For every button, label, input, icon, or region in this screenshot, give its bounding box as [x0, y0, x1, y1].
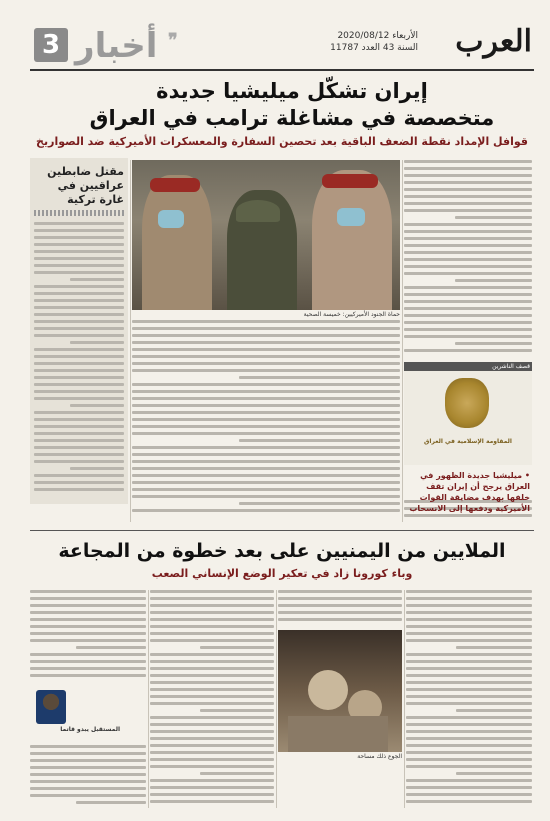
text-line: [404, 286, 532, 289]
text-line: [239, 376, 400, 379]
text-line: [132, 369, 400, 372]
text-line: [76, 801, 146, 804]
text-line: [404, 328, 532, 331]
text-line: [406, 590, 532, 593]
text-line: [404, 514, 532, 517]
text-line: [404, 335, 532, 338]
text-line: [404, 272, 532, 275]
text-line: [150, 786, 274, 789]
text-line: [404, 244, 532, 247]
author-caption: المستقبل يبدو قاتما: [60, 726, 120, 733]
quote-mark-icon: ❞: [168, 30, 178, 51]
text-line: [34, 488, 124, 491]
text-line: [150, 744, 274, 747]
story1-headline-line2: متخصصة في مشاغلة ترامب في العراق: [89, 106, 495, 130]
text-line: [132, 348, 400, 351]
text-line: [150, 779, 274, 782]
text-line: [406, 597, 532, 600]
text-line: [70, 404, 124, 407]
story1-photo-caption: حماة الجنود الأميركيين: خميسة الصحية: [303, 311, 400, 318]
text-line: [34, 453, 124, 456]
text-line: [406, 800, 532, 803]
text-line: [404, 314, 532, 317]
text-line: [406, 625, 532, 628]
text-line: [34, 334, 124, 337]
text-line: [132, 390, 400, 393]
column-rule: [130, 160, 131, 522]
story2-body-col3: [150, 590, 274, 808]
text-line: [30, 639, 146, 642]
column-rule: [404, 590, 405, 808]
text-line: [404, 202, 532, 205]
text-line: [34, 376, 124, 379]
text-line: [34, 285, 124, 288]
text-line: [150, 632, 274, 635]
text-line: [34, 299, 124, 302]
story2-body-col1: [406, 590, 532, 808]
text-line: [404, 251, 532, 254]
text-line: [150, 730, 274, 733]
text-line: [34, 313, 124, 316]
text-line: [132, 341, 400, 344]
text-line: [132, 383, 400, 386]
text-line: [132, 488, 400, 491]
text-line: [278, 604, 402, 607]
text-line: [456, 772, 532, 775]
text-line: [34, 390, 124, 393]
text-line: [30, 597, 146, 600]
text-line: [34, 411, 124, 414]
text-line: [30, 759, 146, 762]
story1-body-right: [404, 160, 532, 356]
text-line: [132, 467, 400, 470]
text-line: [406, 786, 532, 789]
text-line: [30, 611, 146, 614]
text-line: [150, 653, 274, 656]
text-line: [132, 355, 400, 358]
text-line: [34, 369, 124, 372]
text-line: [30, 590, 146, 593]
text-line: [34, 439, 124, 442]
text-line: [34, 425, 124, 428]
text-line: [406, 793, 532, 796]
text-line: [132, 481, 400, 484]
text-line: [70, 467, 124, 470]
text-line: [406, 632, 532, 635]
text-line: [132, 404, 400, 407]
text-line: [30, 660, 146, 663]
text-line: [150, 695, 274, 698]
sidebar-title: مقتل ضابطين عراقيين في غارة تركية: [47, 165, 124, 206]
text-line: [34, 306, 124, 309]
text-line: [34, 271, 124, 274]
text-line: [200, 709, 274, 712]
text-line: [404, 167, 532, 170]
text-line: [455, 216, 532, 219]
text-line: [30, 794, 146, 797]
story2-headline: الملايين من اليمنيين على بعد خطوة من المجاعة: [58, 540, 506, 562]
text-line: [132, 425, 400, 428]
text-line: [406, 618, 532, 621]
text-line: [404, 160, 532, 163]
text-line: [150, 660, 274, 663]
text-line: [404, 223, 532, 226]
text-line: [132, 453, 400, 456]
text-line: [34, 348, 124, 351]
text-line: [150, 765, 274, 768]
text-line: [278, 590, 402, 593]
text-line: [200, 772, 274, 775]
text-line: [34, 250, 124, 253]
text-line: [406, 702, 532, 705]
text-line: [150, 667, 274, 670]
text-line: [34, 418, 124, 421]
text-line: [406, 667, 532, 670]
text-line: [34, 481, 124, 484]
issue-date: الأربعاء 2020/08/12: [337, 31, 418, 41]
story1-subheadline: قوافل الإمداد نقطة الضعف الباقية بعد تحصين السفارة والمعسكرات الأميركية ضد الصواريخ: [36, 135, 528, 148]
text-line: [404, 258, 532, 261]
text-line: [406, 730, 532, 733]
text-line: [132, 362, 400, 365]
story2-body-col4-bottom: [30, 745, 146, 808]
sidebar-divider: [34, 210, 124, 216]
text-line: [150, 737, 274, 740]
text-line: [150, 800, 274, 803]
text-line: [404, 349, 532, 352]
page-number: 3: [34, 28, 68, 62]
text-line: [150, 716, 274, 719]
text-line: [132, 495, 400, 498]
text-line: [34, 222, 124, 225]
text-line: [150, 681, 274, 684]
text-line: [404, 195, 532, 198]
text-line: [30, 780, 146, 783]
issue-info: [330, 30, 418, 54]
text-line: [30, 632, 146, 635]
text-line: [30, 625, 146, 628]
text-line: [34, 327, 124, 330]
text-line: [456, 709, 532, 712]
text-line: [150, 674, 274, 677]
text-line: [150, 723, 274, 726]
text-line: [406, 604, 532, 607]
emblem-label: قصف الناشرين: [404, 362, 532, 371]
text-line: [455, 279, 532, 282]
story1-pull-quote: • ميليشيا جديدة الظهور في العراق يرجح أن إيران تقف خلفها بهدف مضايقة القوات الأميركية ودفعها إلى الانسحاب: [409, 471, 530, 513]
text-line: [34, 460, 124, 463]
text-line: [34, 257, 124, 260]
column-rule: [148, 590, 149, 808]
text-line: [406, 660, 532, 663]
text-line: [404, 209, 532, 212]
text-line: [150, 688, 274, 691]
text-line: [406, 681, 532, 684]
column-rule: [276, 590, 277, 808]
text-line: [406, 688, 532, 691]
text-line: [34, 474, 124, 477]
text-line: [30, 752, 146, 755]
text-line: [278, 618, 402, 621]
text-line: [404, 307, 532, 310]
text-line: [404, 174, 532, 177]
text-line: [34, 432, 124, 435]
text-line: [150, 793, 274, 796]
text-line: [30, 667, 146, 670]
story1-photo: [132, 160, 400, 310]
sidebar-body: [34, 222, 124, 500]
militia-emblem-icon: [445, 378, 489, 428]
text-line: [34, 397, 124, 400]
text-line: [30, 787, 146, 790]
newspaper-logo: العرب: [455, 24, 532, 59]
text-line: [34, 355, 124, 358]
text-line: [30, 674, 146, 677]
text-line: [406, 737, 532, 740]
text-line: [132, 411, 400, 414]
text-line: [406, 695, 532, 698]
text-line: [200, 646, 274, 649]
story2-photo: [278, 630, 402, 752]
text-line: [30, 604, 146, 607]
section-title: أخبار: [75, 26, 158, 66]
text-line: [30, 766, 146, 769]
story2-body-col2: [278, 590, 402, 626]
text-line: [132, 446, 400, 449]
text-line: [404, 293, 532, 296]
text-line: [406, 765, 532, 768]
text-line: [150, 597, 274, 600]
text-line: [404, 300, 532, 303]
text-line: [150, 611, 274, 614]
header-divider: [30, 69, 534, 71]
text-line: [70, 278, 124, 281]
text-line: [404, 188, 532, 191]
text-line: [278, 597, 402, 600]
text-line: [404, 237, 532, 240]
text-line: [30, 745, 146, 748]
text-line: [30, 618, 146, 621]
text-line: [150, 625, 274, 628]
text-line: [239, 502, 400, 505]
text-line: [34, 229, 124, 232]
text-line: [34, 362, 124, 365]
story2-photo-caption: الجوع ذلك مساحة: [357, 753, 402, 760]
story2-body-col4: [30, 590, 146, 684]
text-line: [34, 236, 124, 239]
text-line: [406, 758, 532, 761]
author-photo: [36, 690, 66, 724]
text-line: [150, 604, 274, 607]
text-line: [406, 751, 532, 754]
text-line: [150, 590, 274, 593]
text-line: [70, 341, 124, 344]
text-line: [404, 230, 532, 233]
text-line: [278, 611, 402, 614]
story2-subheadline: وباء كورونا زاد في تعكير الوضع الإنساني الصعب: [151, 567, 413, 580]
text-line: [30, 773, 146, 776]
text-line: [132, 327, 400, 330]
text-line: [132, 397, 400, 400]
text-line: [132, 509, 400, 512]
text-line: [76, 646, 146, 649]
text-line: [132, 334, 400, 337]
text-line: [404, 321, 532, 324]
text-line: [132, 432, 400, 435]
text-line: [406, 611, 532, 614]
text-line: [406, 723, 532, 726]
text-line: [34, 264, 124, 267]
text-line: [34, 243, 124, 246]
text-line: [404, 265, 532, 268]
emblem-caption: المقاومة الإسلامية في العراق: [424, 438, 512, 445]
text-line: [30, 653, 146, 656]
text-line: [132, 460, 400, 463]
text-line: [456, 646, 532, 649]
issue-number: السنة 43 العدد 11787: [330, 43, 418, 53]
text-line: [406, 674, 532, 677]
text-line: [455, 342, 532, 345]
text-line: [132, 474, 400, 477]
text-line: [150, 758, 274, 761]
text-line: [406, 639, 532, 642]
text-line: [150, 702, 274, 705]
text-line: [404, 181, 532, 184]
story-divider: [30, 530, 534, 531]
text-line: [34, 446, 124, 449]
text-line: [406, 779, 532, 782]
text-line: [406, 744, 532, 747]
text-line: [132, 418, 400, 421]
text-line: [406, 653, 532, 656]
story1-body-mid: [132, 320, 400, 520]
column-rule: [402, 160, 403, 522]
text-line: [406, 716, 532, 719]
text-line: [150, 639, 274, 642]
text-line: [150, 751, 274, 754]
text-line: [132, 320, 400, 323]
text-line: [150, 618, 274, 621]
text-line: [239, 439, 400, 442]
story1-headline-line1: إيران تشكّل ميليشيا جديدة: [156, 79, 428, 103]
story1-headline: [52, 78, 532, 132]
text-line: [34, 292, 124, 295]
text-line: [34, 383, 124, 386]
text-line: [34, 320, 124, 323]
